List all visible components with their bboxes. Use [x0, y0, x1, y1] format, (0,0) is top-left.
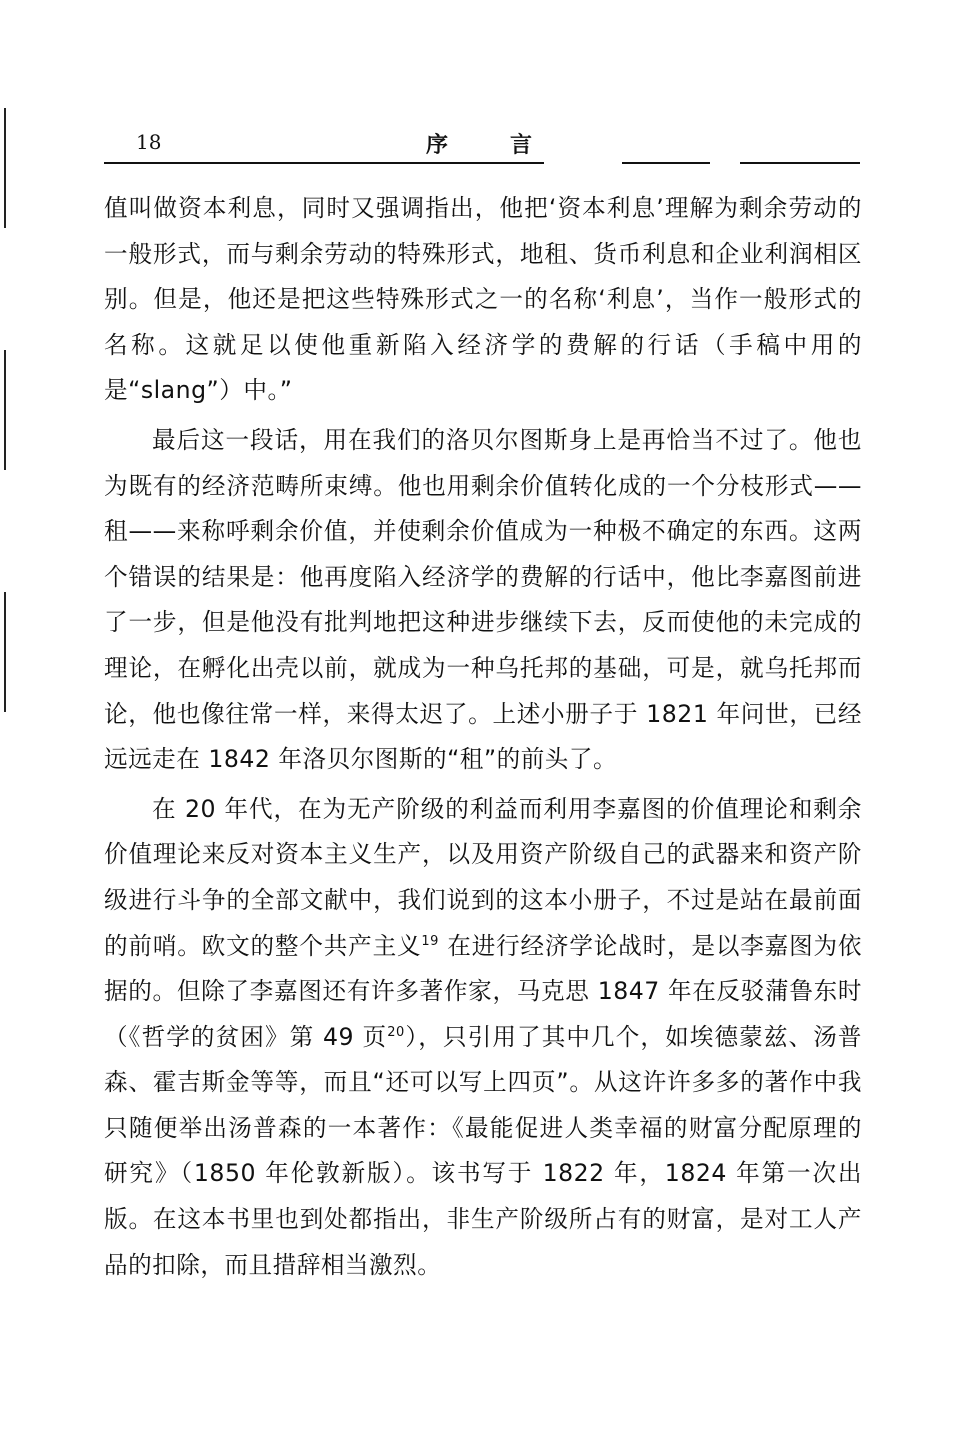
paragraph-1: 值叫做资本利息，同时又强调指出，他把‘资本利息’理解为剩余劳动的一般形式，而与剩余劳动的特殊形式，地租、货币利息和企业利润相区别。但是，他还是把这些特殊形式之一的名称‘利息’，当作一般形式的名称。这就足以使他重新陷入经济学的费解的行话（手稿中用的是“slang”）中。”: [104, 194, 862, 405]
page-number: 18: [136, 130, 162, 154]
paragraph-2: 最后这一段话，用在我们的洛贝尔图斯身上是再恰当不过了。他也为既有的经济范畴所束缚。他也用剩余价值转化成的一个分枝形式——租——来称呼剩余价值，并使剩余价值成为一种极不确定的东西。这两个错误的结果是：他再度陷入经济学的费解的行话中，他比李嘉图前进了一步，但是他没有批判地把这种进步继续下去，反而使他的未完成的理论，在孵化出壳以前，就成为一种乌托邦的基础，可是，就乌托邦而论，他也像往常一样，来得太迟了。上述小册子于 1821 年问世，已经远远走在 1842 年洛贝尔图斯的“租”的前头了。: [104, 425, 862, 774]
running-title: 序言: [426, 133, 595, 158]
paragraph-3-text-c: ），只引用了其中几个，如埃德蒙兹、汤普森、霍吉斯金等等，而且“还可以写上四页”。从这许许多多的著作中我只随便举出汤普森的一本著作：《最能促进人类幸福的财富分配原理的研究》（1850 年伦敦新版）。该书写于 1822 年，1824 年第一次出版。在这本书里也到处都指出，非生产阶级所占有的财富，是对工人产品的扣除，而且措辞相当激烈。: [104, 1022, 862, 1279]
paragraph-3-text-a: 在 20 年代，在为无产阶级的利益而利用李嘉图的价值理论和剩余价值理论来反对资本主义生产，以及用资产阶级自己的武器来和资产阶级进行斗争的全部文献中，我们说到的这本小册子，不过是站在最前面的前哨。欧文的整个共产主义: [104, 794, 862, 960]
paragraph-3: [104, 787, 862, 1289]
body-text: [104, 186, 862, 1288]
scan-edge-mark: [4, 350, 6, 470]
paragraph-3-text-b: 在进行经济学论战时，是以李嘉图为依据的。但除了李嘉图还有许多著作家，马克思 1847 年在反驳蒲鲁东时（《哲学的贫困》第 49 页: [104, 931, 863, 1051]
footnote-ref-19: 19: [421, 933, 439, 949]
footnote-ref-20: 20: [387, 1024, 405, 1040]
page-header: [104, 120, 860, 170]
header-rule: [740, 162, 860, 164]
header-rule: [104, 162, 544, 164]
scan-edge-mark: [4, 592, 6, 712]
scan-edge-mark: [4, 108, 6, 228]
header-rule: [622, 162, 710, 164]
